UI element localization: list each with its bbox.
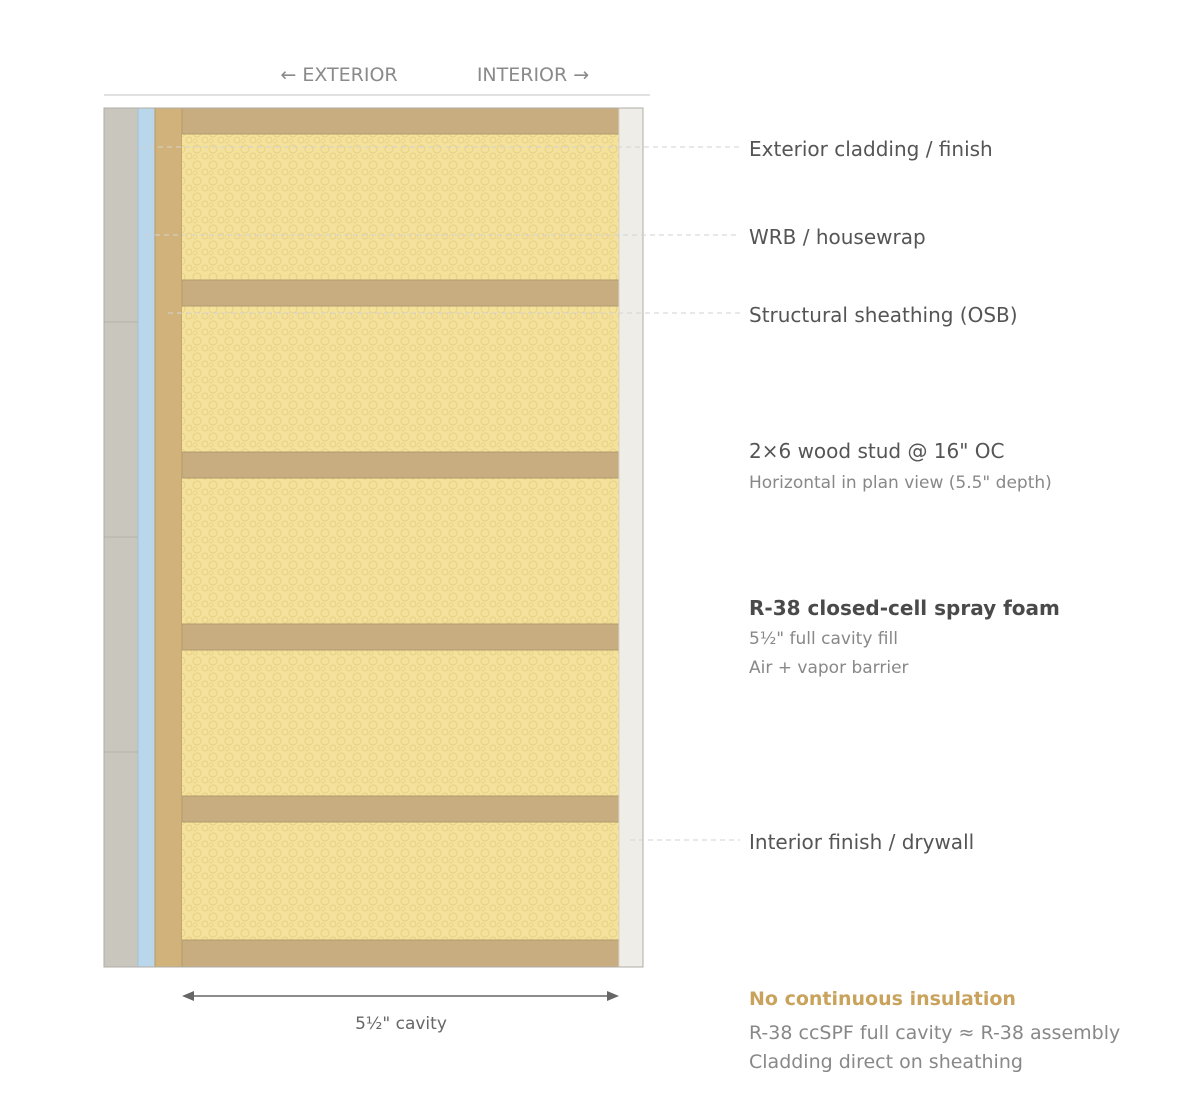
drywall-label: Interior finish / drywall	[749, 830, 975, 854]
dimension-arrow-left	[182, 991, 194, 1001]
wood-stud	[182, 280, 619, 306]
sheathing-layer	[155, 108, 182, 967]
exterior-label: ← EXTERIOR	[280, 64, 398, 86]
drywall-layer	[619, 108, 643, 967]
stud-sublabel: Horizontal in plan view (5.5" depth)	[749, 473, 1052, 493]
interior-label: INTERIOR →	[476, 64, 590, 86]
dimension-label: 5½" cavity	[355, 1014, 447, 1034]
wood-stud	[182, 796, 619, 822]
summary-line-1: R-38 ccSPF full cavity ≈ R-38 assembly	[749, 1022, 1121, 1044]
foam-sublabel-1: 5½" full cavity fill	[749, 629, 898, 649]
spray-foam-texture	[182, 108, 619, 967]
wrb-label: WRB / housewrap	[749, 225, 926, 249]
summary-title: No continuous insulation	[749, 988, 1016, 1010]
cavity-dimension	[182, 991, 619, 1034]
stud-label: 2×6 wood stud @ 16" OC	[749, 439, 1005, 463]
wood-stud	[182, 940, 619, 967]
foam-sublabel-2: Air + vapor barrier	[749, 658, 909, 678]
sheathing-label: Structural sheathing (OSB)	[749, 303, 1018, 327]
cladding-label: Exterior cladding / finish	[749, 137, 993, 161]
dimension-arrow-right	[607, 991, 619, 1001]
foam-label: R-38 closed-cell spray foam	[749, 596, 1060, 620]
wood-stud	[182, 108, 619, 134]
wood-stud	[182, 452, 619, 478]
wall-layers	[104, 108, 643, 967]
summary-line-2: Cladding direct on sheathing	[749, 1051, 1023, 1073]
wood-stud	[182, 624, 619, 650]
wrb-layer	[138, 108, 155, 967]
